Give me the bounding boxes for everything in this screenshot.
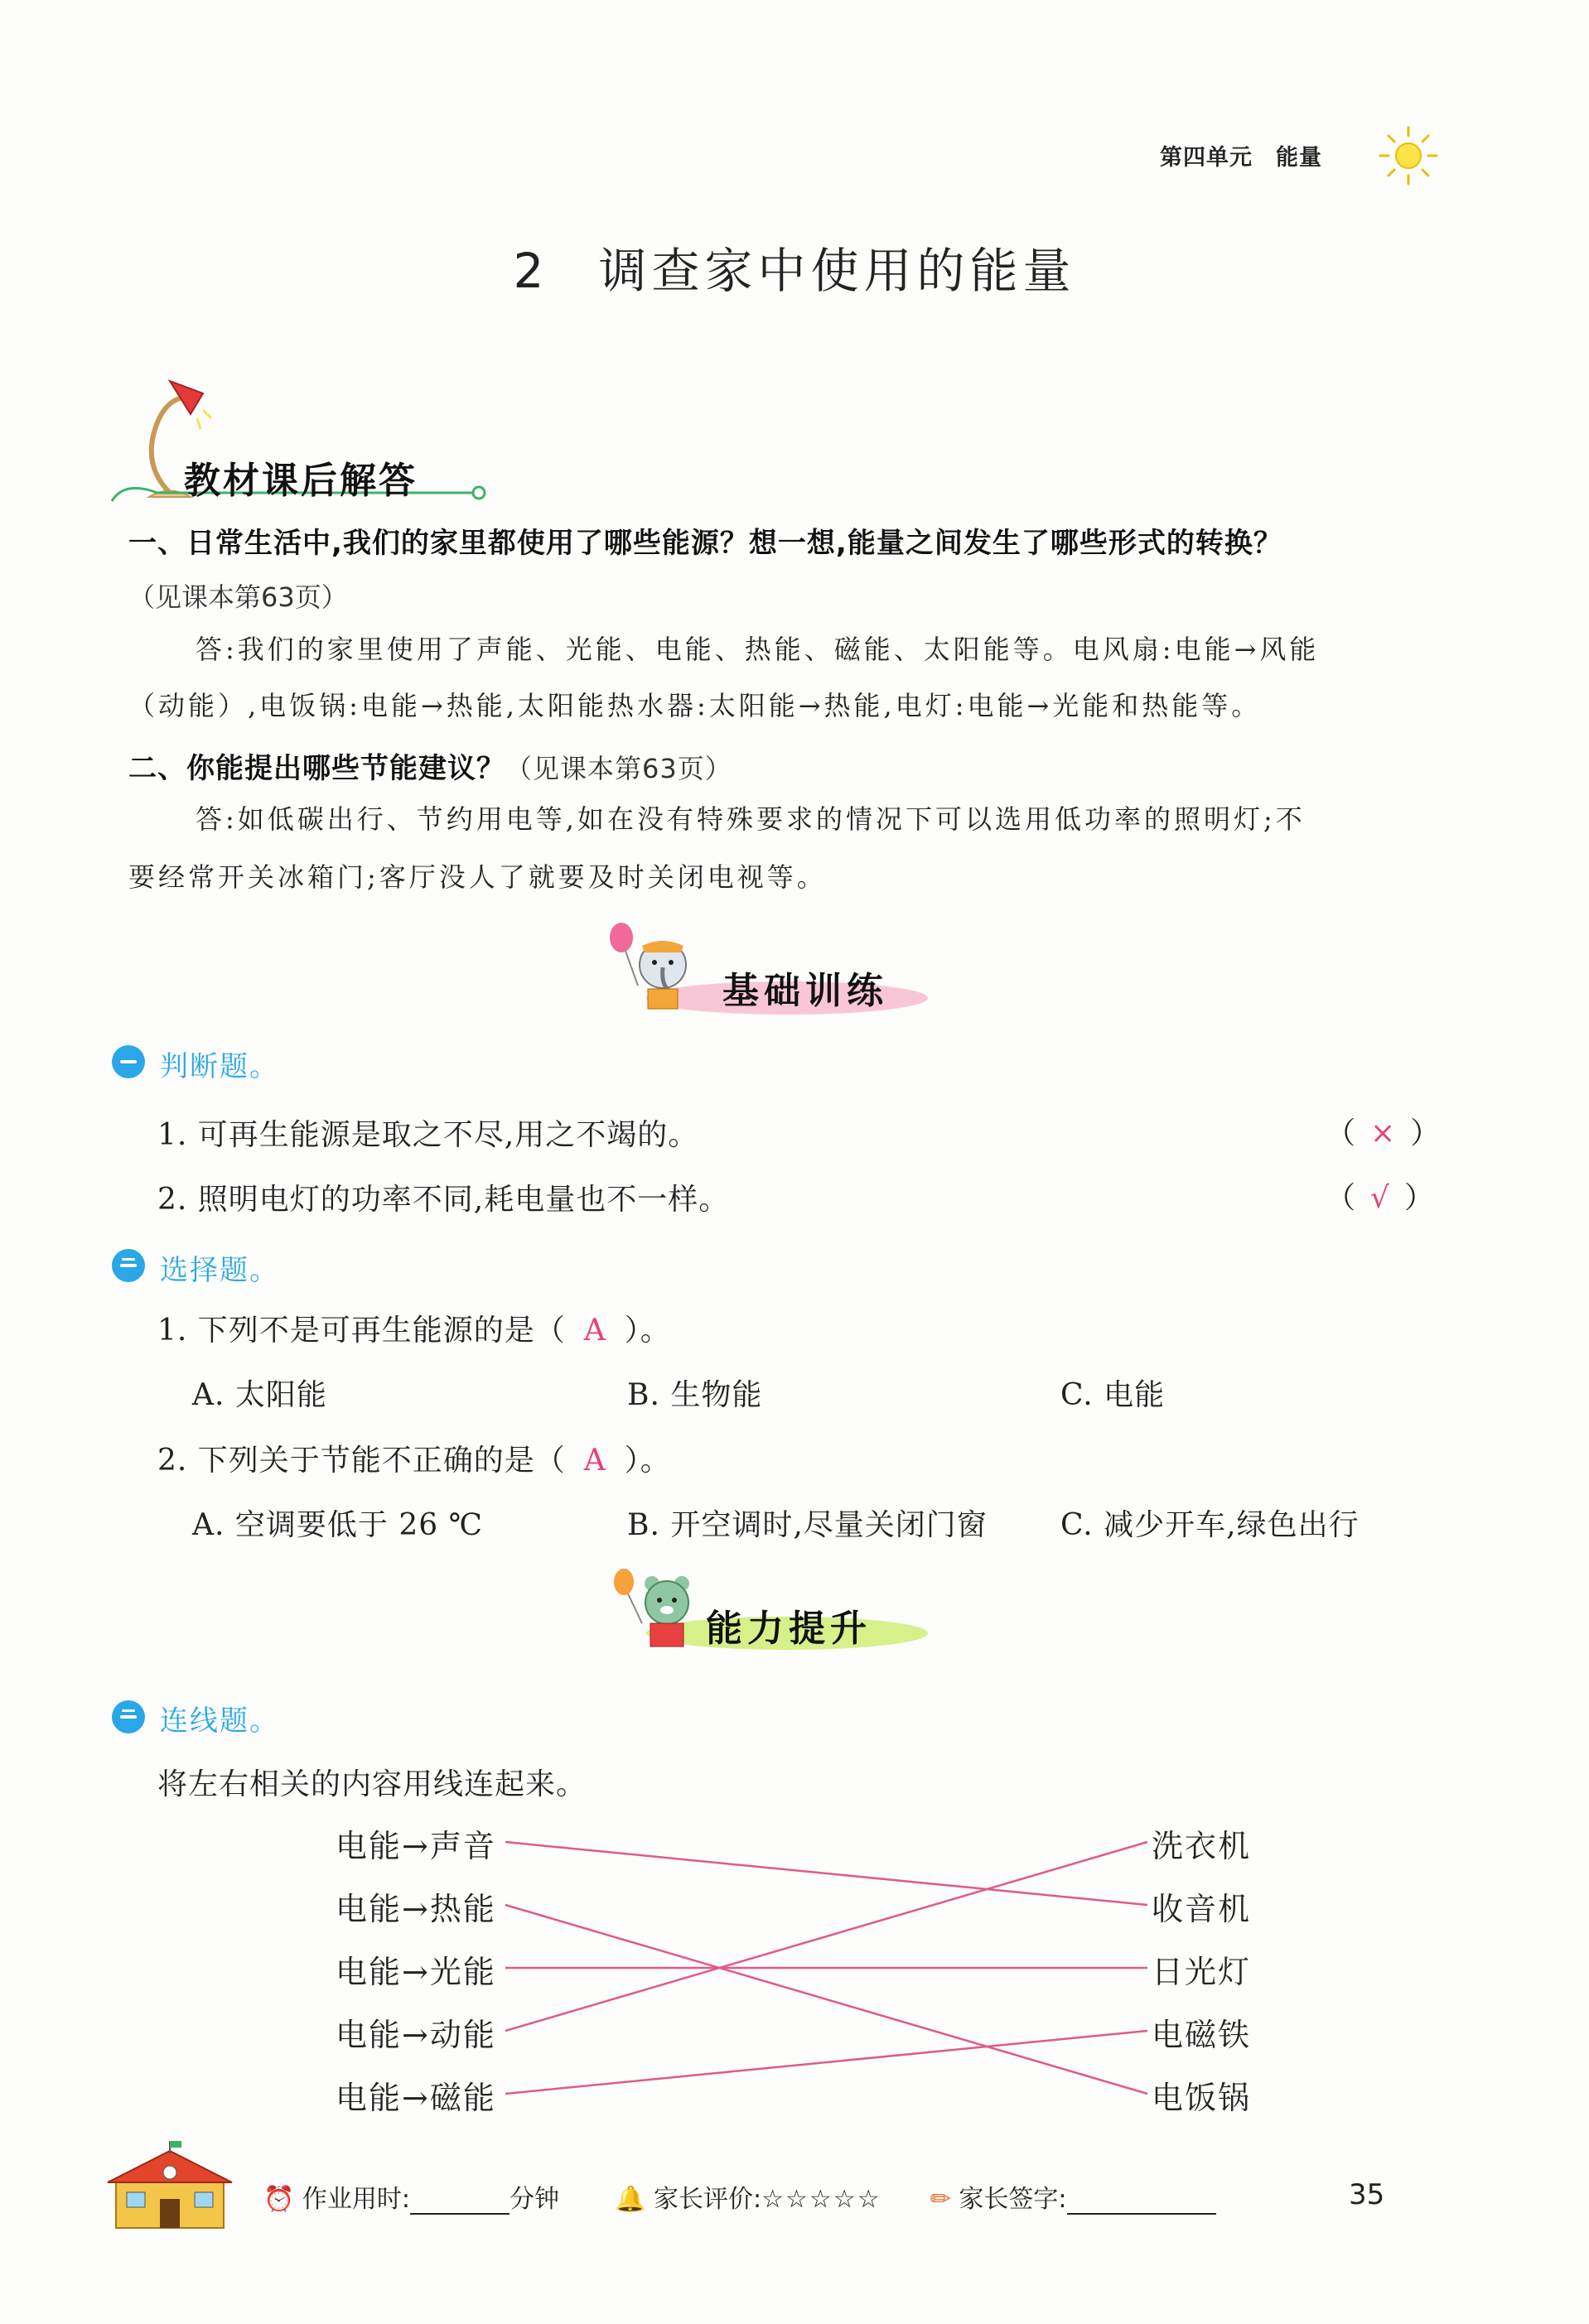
pencil-icon: ✏	[930, 2185, 951, 2214]
match-line-1	[505, 1842, 1147, 1905]
match-label: 连线题。	[160, 1704, 279, 1738]
choice-1-option-c: C. 电能	[1060, 1378, 1166, 1412]
unit-header: 第四单元 能量	[1160, 145, 1322, 171]
judge-answer-2: （ √ ）	[1326, 1181, 1434, 1215]
choice-1-option-a: A. 太阳能	[192, 1378, 327, 1412]
match-right-4: 电磁铁	[1152, 2017, 1252, 2053]
question-2: 二、你能提出哪些节能建议？（见课本第63页）	[128, 752, 732, 785]
school-house-icon	[104, 2141, 236, 2232]
judge-answer-1: （ × ）	[1326, 1116, 1441, 1150]
match-line-5	[505, 2031, 1147, 2094]
question-2-ref: （见课本第63页）	[505, 753, 732, 784]
rating-stars[interactable]: ☆☆☆☆☆	[761, 2185, 881, 2214]
page-number: 35	[1349, 2178, 1385, 2211]
judge-item-2: 2. 照明电灯的功率不同,耗电量也不一样。	[157, 1183, 730, 1217]
minutes-label: 分钟	[510, 2185, 560, 2214]
match-right-3: 日光灯	[1152, 1954, 1252, 1990]
parent-rating-label: 家长评价:	[654, 2185, 762, 2214]
answer-2-line1: 答:如低碳出行、节约用电等,如在没有特殊要求的情况下可以选用低功率的照明灯;不	[196, 803, 1306, 835]
match-line-2	[505, 1905, 1147, 2094]
choice-question-1: 1. 下列不是可再生能源的是（ A ）。	[157, 1314, 671, 1348]
choice-1-option-b: B. 生物能	[627, 1378, 763, 1412]
answer-1-line2: （动能）,电饭锅:电能→热能,太阳能热水器:太阳能→热能,电灯:电能→光能和热能等。	[128, 690, 1262, 721]
parent-sign-label: 家长签字:	[959, 2185, 1067, 2214]
question-1: 一、日常生活中,我们的家里都使用了哪些能源？想一想,能量之间发生了哪些形式的转换？	[128, 527, 1282, 560]
lesson-number: 2	[513, 243, 549, 299]
section-advanced-label: 能力提升	[706, 1608, 872, 1650]
match-right-1: 洗衣机	[1152, 1828, 1252, 1864]
alarm-clock-icon: ⏰	[263, 2185, 295, 2214]
lesson-title: 调查家中使用的能量	[598, 243, 1076, 299]
section-basic-label: 基础训练	[722, 970, 888, 1012]
match-instruction: 将左右相关的内容用线连起来。	[157, 1767, 587, 1801]
choice-question-2: 2. 下列关于节能不正确的是（ A ）。	[157, 1444, 671, 1478]
match-right-2: 收音机	[1152, 1891, 1252, 1927]
match-line-4	[505, 1842, 1147, 2031]
homework-time-label: 作业用时:	[302, 2185, 411, 2214]
match-left-4: 电能→动能	[336, 2017, 496, 2053]
match-left-1: 电能→声音	[336, 1828, 496, 1864]
judge-item-1: 1. 可再生能源是取之不尽,用之不竭的。	[157, 1118, 699, 1152]
choice-2-option-a: A. 空调要低于 26 ℃	[192, 1508, 483, 1542]
match-right-5: 电饭锅	[1152, 2080, 1252, 2116]
choice-label: 选择题。	[160, 1254, 279, 1287]
footer	[263, 2178, 1216, 2215]
section-textbook-label: 教材课后解答	[184, 460, 418, 502]
match-left-5: 电能→磁能	[336, 2080, 496, 2116]
judge-label: 判断题。	[160, 1050, 279, 1083]
question-1-ref: （见课本第63页）	[128, 581, 348, 613]
choice-2-option-b: B. 开空调时,尽量关闭门窗	[627, 1508, 988, 1542]
match-left-2: 电能→热能	[336, 1891, 496, 1927]
answer-2-line2: 要经常开关冰箱门;客厅没人了就要及时关闭电视等。	[128, 861, 827, 893]
answer-1-line1: 答:我们的家里使用了声能、光能、电能、热能、磁能、太阳能等。电风扇:电能→风能	[196, 634, 1320, 665]
choice-2-option-c: C. 减少开车,绿色出行	[1060, 1508, 1360, 1542]
parent-sign-field[interactable]	[1067, 2190, 1216, 2215]
homework-time-field[interactable]	[410, 2190, 510, 2215]
bell-icon: 🔔	[615, 2185, 646, 2214]
match-left-3: 电能→光能	[336, 1954, 496, 1990]
